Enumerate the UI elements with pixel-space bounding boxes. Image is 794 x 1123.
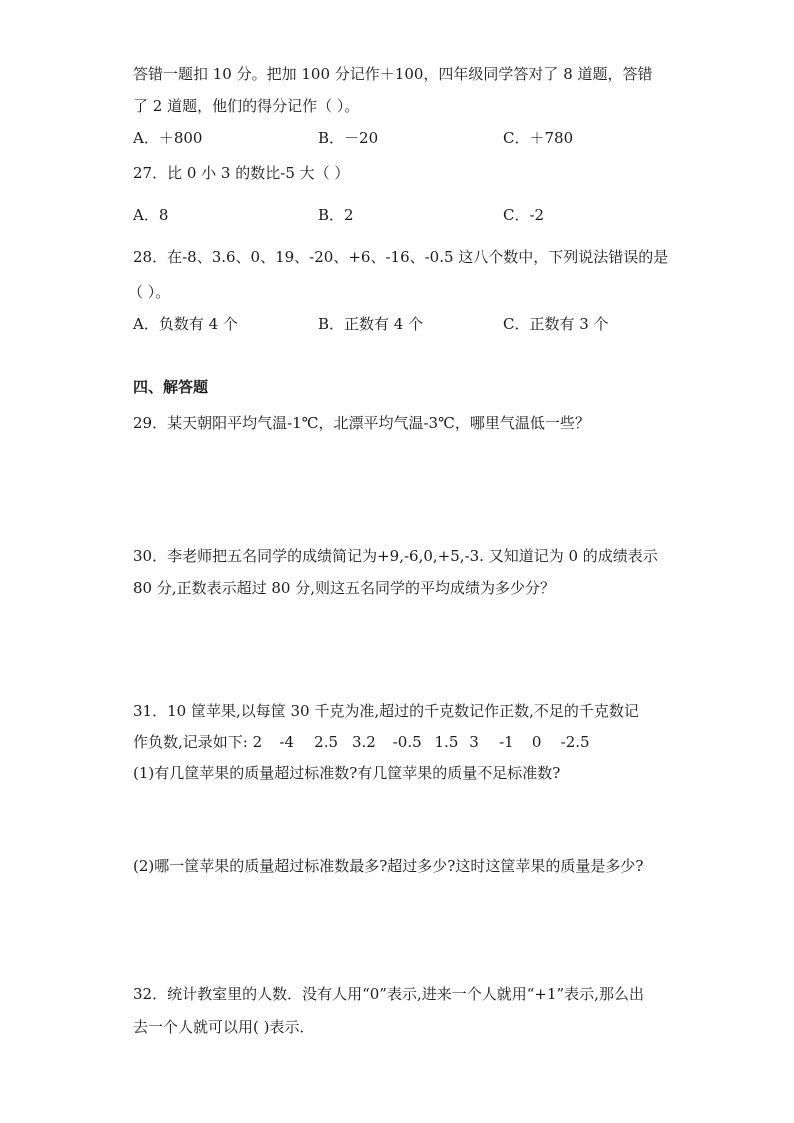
q31-record-prefix: 作负数,记录如下: (133, 733, 248, 751)
q31-value: 3 (469, 733, 479, 751)
q31-value: 3.2 (351, 733, 376, 751)
q28-option-a: A．负数有 4 个 (133, 315, 238, 333)
q27-stem: 27．比 0 小 3 的数比-5 大（ ） (133, 164, 350, 182)
q31-value: -4 (279, 733, 295, 751)
q30-stem-line2: 80 分,正数表示超过 80 分,则这五名同学的平均成绩为多少分？ (133, 579, 556, 597)
q26-option-b: B．－20 (318, 129, 379, 147)
q32-stem-line1: 32．统计教室里的人数．没有人用“0”表示,进来一个人就用“+1”表示,那么出 (133, 985, 644, 1003)
q27-option-a: A．8 (133, 206, 169, 224)
q31-value: 1.5 (434, 733, 459, 751)
q26-stem-line2: 了 2 道题，他们的得分记作（ ）。 (133, 97, 360, 115)
q28-option-c: C．正数有 3 个 (503, 315, 609, 333)
q26-stem-line1: 答错一题扣 10 分。把加 100 分记作＋100，四年级同学答对了 8 道题，答错 (133, 65, 653, 83)
q29-stem: 29．某天朝阳平均气温-1℃，北漂平均气温-3℃，哪里气温低一些？ (133, 414, 590, 432)
q31-sub1: (1)有几筐苹果的质量超过标准数?有几筐苹果的质量不足标准数? (133, 764, 561, 782)
q28-stem-line1: 28．在-8、3.6、0、19、-20、+6、-16、-0.5 这八个数中，下列说法错误的是 (133, 248, 669, 266)
q31-stem-line1: 31．10 筐苹果,以每筐 30 千克为准,超过的千克数记作正数,不足的千克数记 (133, 702, 639, 720)
q26-option-a: A．＋800 (133, 129, 203, 147)
q31-record-row (133, 732, 590, 752)
q30-stem-line1: 30．李老师把五名同学的成绩简记为+9,-6,0,+5,-3. 又知道记为 0 的成绩表示 (133, 547, 658, 565)
q28-option-b: B．正数有 4 个 (318, 315, 424, 333)
q31-value: 0 (531, 733, 542, 751)
q31-value: 2 (252, 733, 263, 751)
section-heading: 四、解答题 (133, 378, 209, 396)
q27-option-b: B．2 (318, 206, 354, 224)
q27-option-c: C．-2 (503, 206, 545, 224)
q31-value: 2.5 (314, 733, 339, 751)
q31-value: -1 (499, 733, 514, 751)
q32-stem-line2: 去一个人就可以用( )表示． (133, 1018, 315, 1036)
q26-option-c: C．＋780 (503, 129, 574, 147)
q31-value: -0.5 (392, 733, 422, 751)
q31-sub2: (2)哪一筐苹果的质量超过标准数最多?超过多少?这时这筐苹果的质量是多少? (133, 857, 644, 875)
q31-value: -2.5 (560, 733, 590, 751)
q28-stem-line2: （ ）。 (128, 283, 171, 301)
